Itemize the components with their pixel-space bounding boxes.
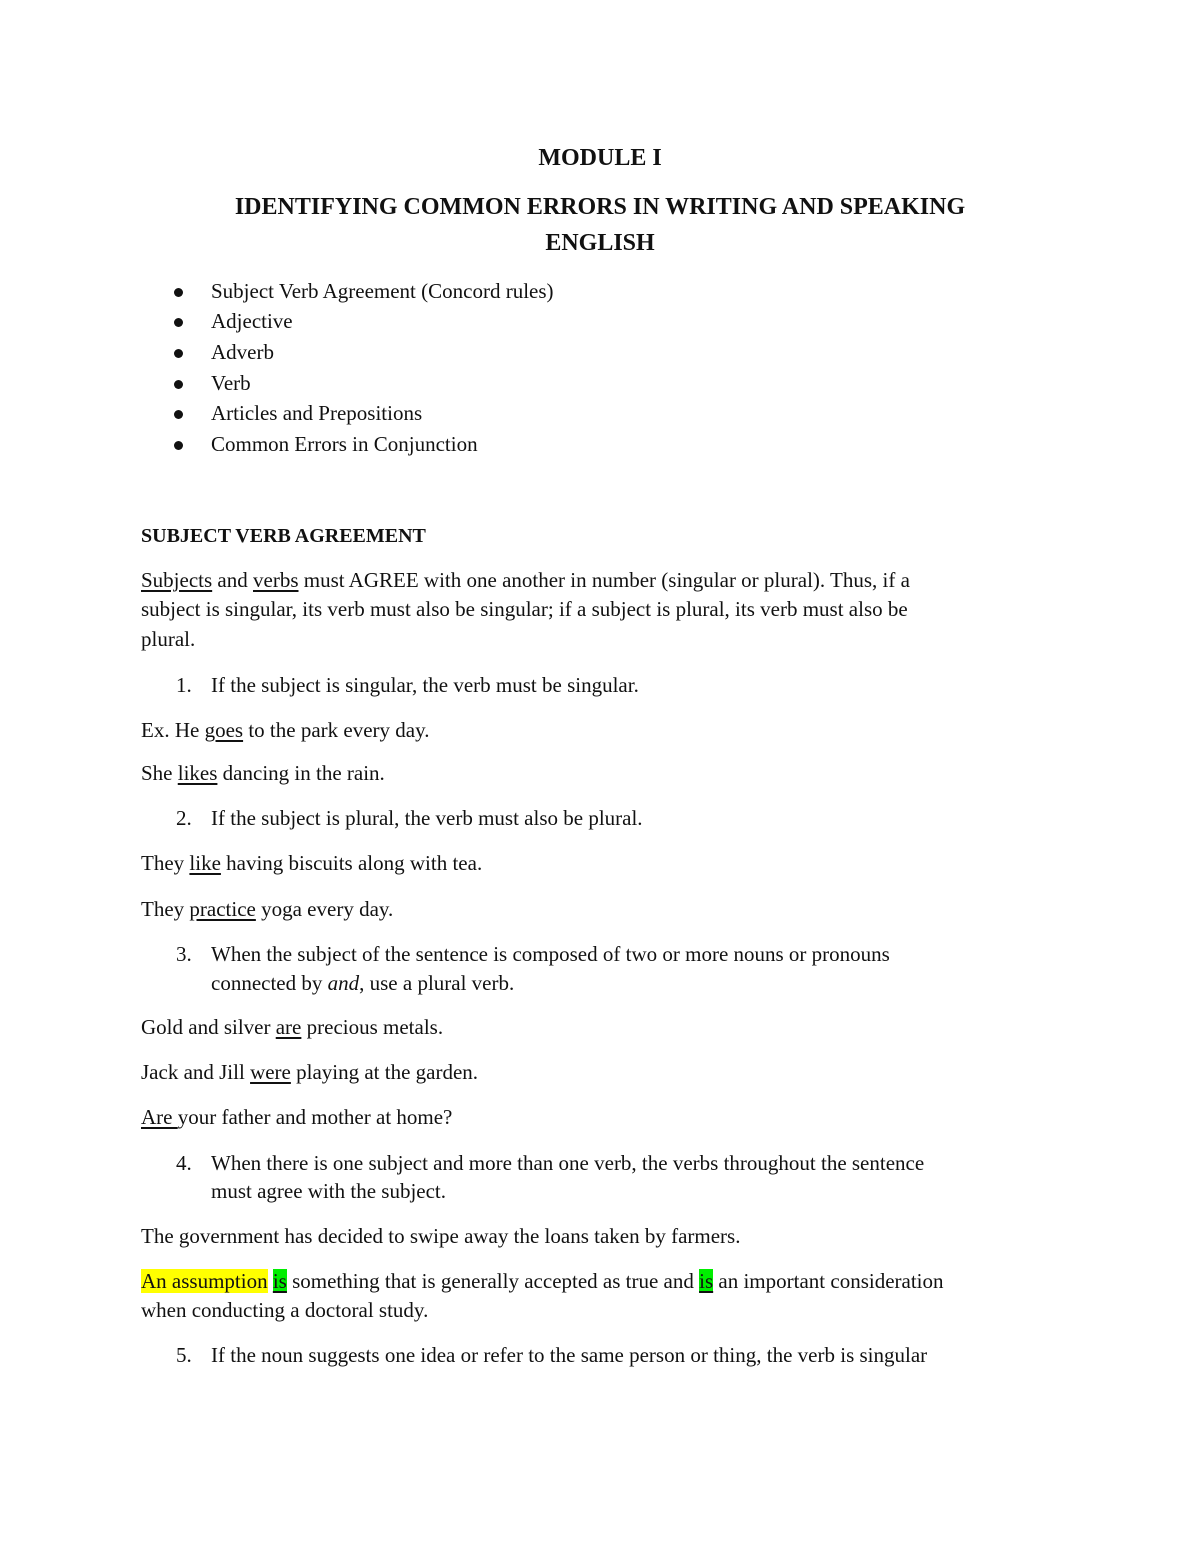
example-4: They practice yoga every day.: [141, 897, 394, 921]
intro-line3: plural.: [141, 627, 196, 651]
example-6: Jack and Jill were playing at the garden.: [141, 1060, 479, 1084]
example-7: Are your father and mother at home?: [141, 1105, 453, 1129]
bullet-icon: [174, 380, 183, 389]
term-subjects: Subjects: [141, 568, 213, 592]
term-verbs: verbs: [253, 568, 299, 592]
highlight-verb: is: [272, 1269, 287, 1293]
rule-text: If the subject is singular, the verb must be singular.: [211, 673, 639, 697]
bullet-icon: [174, 349, 183, 358]
bullet-icon: [174, 410, 183, 419]
example-9-line1: An assumption is something that is generally accepted as true and is an important consideration: [141, 1269, 944, 1293]
rule-number: 2.: [176, 806, 192, 830]
rule-text-line1: When there is one subject and more than one verb, the verbs throughout the sentence: [211, 1151, 925, 1175]
main-title-line2: ENGLISH: [545, 230, 655, 256]
rule-text: If the subject is plural, the verb must also be plural.: [211, 806, 643, 830]
rule-number: 4.: [176, 1151, 192, 1175]
example-5: Gold and silver are precious metals.: [141, 1015, 444, 1039]
example-2: She likes dancing in the rain.: [141, 761, 385, 785]
rule-text: If the noun suggests one idea or refer to the same person or thing, the verb is singular: [211, 1343, 928, 1367]
verb-underlined: practice: [189, 897, 256, 921]
list-item-label: Subject Verb Agreement (Concord rules): [211, 279, 554, 303]
rule-text-line2: must agree with the subject.: [211, 1179, 447, 1203]
emphasis-and: and: [327, 971, 360, 995]
list-item-label: Articles and Prepositions: [211, 401, 423, 425]
list-item-label: Common Errors in Conjunction: [211, 432, 478, 456]
highlight-subject: An assumption: [141, 1269, 268, 1293]
list-item-label: Adverb: [211, 340, 274, 364]
main-title-line1: IDENTIFYING COMMON ERRORS IN WRITING AND SPEAKING: [234, 194, 966, 220]
list-item-label: Adjective: [211, 309, 293, 333]
verb-underlined: were: [250, 1060, 291, 1084]
bullet-icon: [174, 441, 183, 450]
rule-text-line1: When the subject of the sentence is composed of two or more nouns or pronouns: [211, 942, 890, 966]
rule-number: 3.: [176, 942, 192, 966]
intro-line1: Subjects and verbs must AGREE with one another in number (singular or plural). Thus, if a: [141, 568, 910, 592]
section-heading: SUBJECT VERB AGREEMENT: [141, 525, 426, 547]
rule-number: 5.: [176, 1343, 192, 1367]
verb-underlined: Are: [141, 1105, 178, 1129]
rule-text-line2: connected by and, use a plural verb.: [211, 971, 515, 995]
highlight-verb: is: [699, 1269, 714, 1293]
intro-line2: subject is singular, its verb must also be singular; if a subject is plural, its verb must also be: [141, 597, 908, 621]
example-9-line2: when conducting a doctoral study.: [141, 1298, 429, 1322]
module-title: MODULE I: [538, 145, 662, 171]
example-3: They like having biscuits along with tea.: [141, 851, 483, 875]
bullet-icon: [174, 288, 183, 297]
verb-underlined: goes: [204, 718, 244, 742]
verb-underlined: likes: [177, 761, 218, 785]
example-8: The government has decided to swipe away the loans taken by farmers.: [141, 1224, 741, 1248]
verb-underlined: are: [275, 1015, 302, 1039]
list-item-label: Verb: [211, 371, 251, 395]
bullet-icon: [174, 318, 183, 327]
rule-number: 1.: [176, 673, 192, 697]
example-1: Ex. He goes to the park every day.: [141, 718, 430, 742]
verb-underlined: like: [189, 851, 221, 875]
